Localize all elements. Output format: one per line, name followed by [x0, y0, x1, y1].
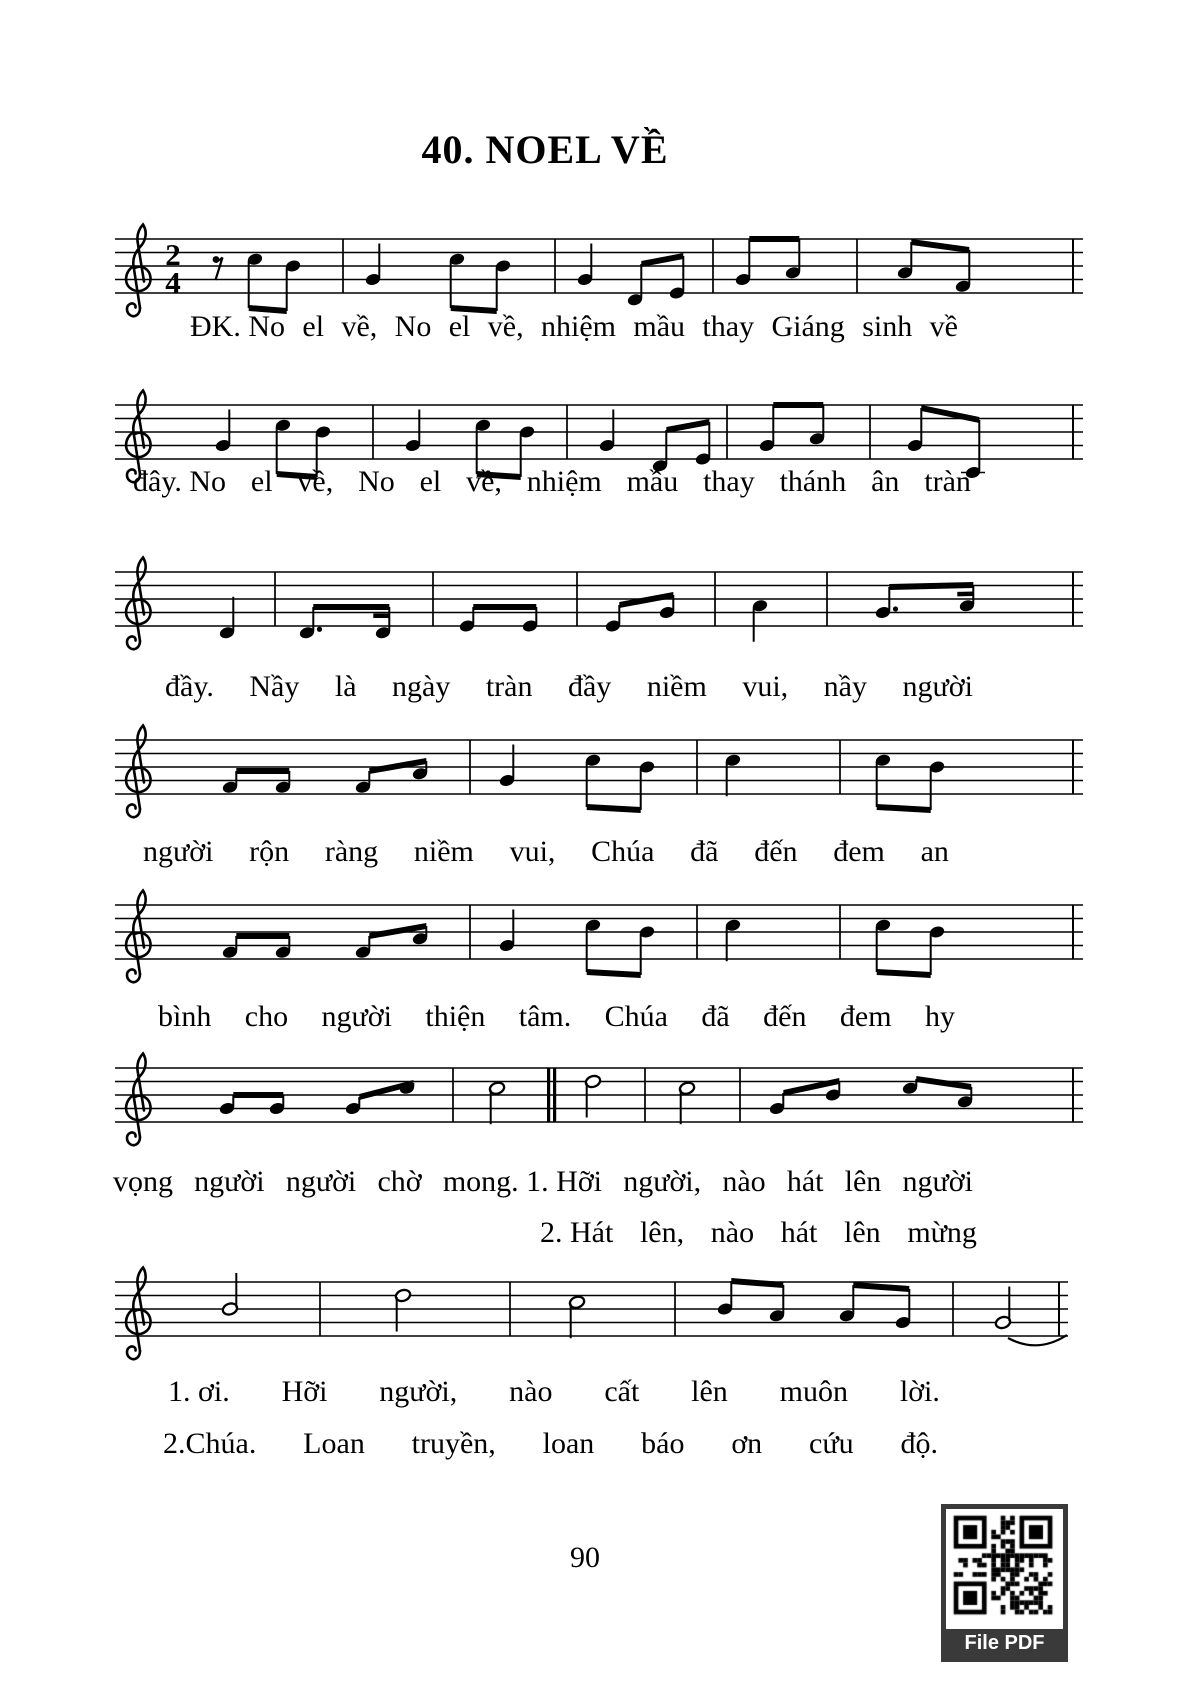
lyric-line-2 — [133, 464, 971, 500]
lyric-word: Chúa — [604, 1000, 668, 1033]
lyric-word: nầy — [823, 670, 867, 703]
lyric-word: đầy. — [165, 670, 214, 703]
lyric-word: đến — [763, 1000, 807, 1033]
lyric-word: No — [394, 310, 432, 343]
lyric-line-verse2 — [163, 1426, 938, 1462]
treble-clef-icon — [126, 558, 150, 650]
lyric-word: Nầy — [249, 670, 300, 703]
lyric-word: tràn — [924, 465, 971, 498]
lyric-word: ràng — [324, 835, 379, 868]
lyric-word: về, — [297, 465, 334, 498]
lyric-line-5 — [158, 999, 955, 1035]
lyric-word: ơn — [731, 1427, 763, 1460]
lyric-word: muôn — [779, 1375, 848, 1408]
qr-code-block — [941, 1504, 1068, 1662]
lyric-word: thay — [702, 310, 755, 343]
lyric-word: lên — [691, 1375, 728, 1408]
lyric-word: nhiệm — [540, 310, 616, 343]
lyric-word: người, — [623, 1165, 702, 1198]
lyric-word: hy — [924, 1000, 955, 1033]
lyric-word: lên — [844, 1216, 881, 1249]
lyric-word: thay — [703, 465, 755, 498]
lyric-word: đã — [701, 1000, 730, 1033]
lyric-line-1 — [190, 309, 958, 345]
lyric-word: đây. No — [133, 465, 227, 498]
lyric-word: mầu — [626, 465, 679, 498]
lyric-word: hát — [780, 1216, 818, 1249]
lyric-word: 2.Chúa. — [163, 1427, 257, 1460]
lyric-word: người — [321, 1000, 392, 1033]
lyric-line-6 — [113, 1164, 973, 1200]
lyric-word: người — [285, 1165, 357, 1198]
svg-text:4: 4 — [165, 265, 181, 300]
lyric-line-verse1 — [168, 1374, 940, 1410]
lyric-word: mong. 1. Hỡi — [442, 1165, 603, 1198]
lyric-word: hát — [786, 1165, 824, 1198]
lyric-word: lời. — [899, 1375, 940, 1408]
lyric-word: nào — [710, 1216, 755, 1249]
lyric-word: tràn — [485, 670, 533, 703]
staff-svg — [115, 375, 1085, 525]
qr-canvas — [950, 1512, 1060, 1622]
lyric-word: đã — [690, 835, 719, 868]
lyric-word: người — [902, 670, 973, 703]
lyric-word: nào — [722, 1165, 766, 1198]
lyric-word: thiện — [425, 1000, 486, 1033]
lyric-word: nhiệm — [526, 465, 602, 498]
lyric-word: vọng — [113, 1165, 173, 1198]
treble-clef-icon — [126, 1268, 150, 1360]
lyric-word: về, — [466, 465, 502, 498]
lyric-word: người — [902, 1165, 973, 1198]
lyric-line-4 — [143, 834, 949, 870]
qr-label: File PDF — [946, 1629, 1063, 1657]
lyric-word: tâm. — [518, 1000, 572, 1033]
lyric-word: truyền, — [411, 1427, 496, 1460]
lyric-word: Loan — [303, 1427, 365, 1460]
treble-clef-icon — [126, 1054, 150, 1146]
lyric-word: el — [419, 465, 442, 498]
lyric-word: niềm — [413, 835, 474, 868]
page-number: 90 — [570, 1541, 600, 1574]
treble-clef-icon — [126, 891, 150, 983]
song-title: 40. NOEL VỀ — [421, 127, 669, 172]
lyric-word: độ. — [900, 1427, 938, 1460]
lyric-word: rộn — [249, 835, 290, 868]
lyric-word: lên — [844, 1165, 882, 1198]
lyric-word: el — [302, 310, 325, 343]
lyric-word: người — [194, 1165, 265, 1198]
lyric-word: niềm — [646, 670, 707, 703]
lyric-word: báo — [641, 1427, 685, 1460]
treble-clef-icon — [126, 225, 150, 317]
lyric-word: an — [920, 835, 949, 868]
lyric-word: el — [448, 310, 471, 343]
lyric-word: No — [358, 465, 395, 498]
lyric-word: ngày — [392, 670, 451, 703]
lyric-line-verse2-pickup — [540, 1215, 977, 1251]
lyric-word: là — [334, 670, 357, 703]
lyric-word: đầy — [567, 670, 612, 703]
lyric-word: mầu — [633, 310, 686, 343]
lyric-word: vui, — [742, 670, 789, 703]
music-system-2 — [115, 375, 1085, 525]
lyric-word: 1. ơi. — [168, 1375, 230, 1408]
lyric-word: Giáng — [771, 310, 845, 343]
svg-text:2: 2 — [165, 237, 181, 272]
lyric-word: cứu — [809, 1427, 854, 1460]
lyric-word: đem — [839, 1000, 892, 1033]
lyric-word: sinh — [862, 310, 913, 343]
lyric-word: về, — [487, 310, 524, 343]
lyric-word: Hỡi — [281, 1375, 328, 1408]
lyric-word: người — [143, 835, 214, 868]
lyric-word: về — [929, 310, 958, 343]
lyric-word: 2. Hát — [540, 1216, 614, 1249]
lyric-line-3 — [165, 669, 973, 705]
lyric-word: chờ — [377, 1165, 422, 1198]
lyric-word: el — [250, 465, 273, 498]
lyric-word: thánh — [779, 465, 847, 498]
lyric-word: loan — [542, 1427, 595, 1460]
lyric-word: cất — [604, 1375, 640, 1408]
lyric-word: nào — [509, 1375, 553, 1408]
lyric-word: đem — [833, 835, 885, 868]
lyric-word: về, — [341, 310, 378, 343]
lyric-word: mừng — [907, 1216, 977, 1249]
lyric-word: bình — [158, 1000, 212, 1033]
lyric-word: ân — [871, 465, 900, 498]
lyric-word: lên, — [639, 1216, 685, 1249]
lyric-word: vui, — [509, 835, 556, 868]
lyric-word: Chúa — [591, 835, 655, 868]
lyric-word: người, — [379, 1375, 458, 1408]
lyric-word: đến — [754, 835, 798, 868]
lyric-word: cho — [244, 1000, 289, 1033]
lyric-word: ĐK. No — [190, 310, 285, 343]
treble-clef-icon — [126, 726, 150, 818]
